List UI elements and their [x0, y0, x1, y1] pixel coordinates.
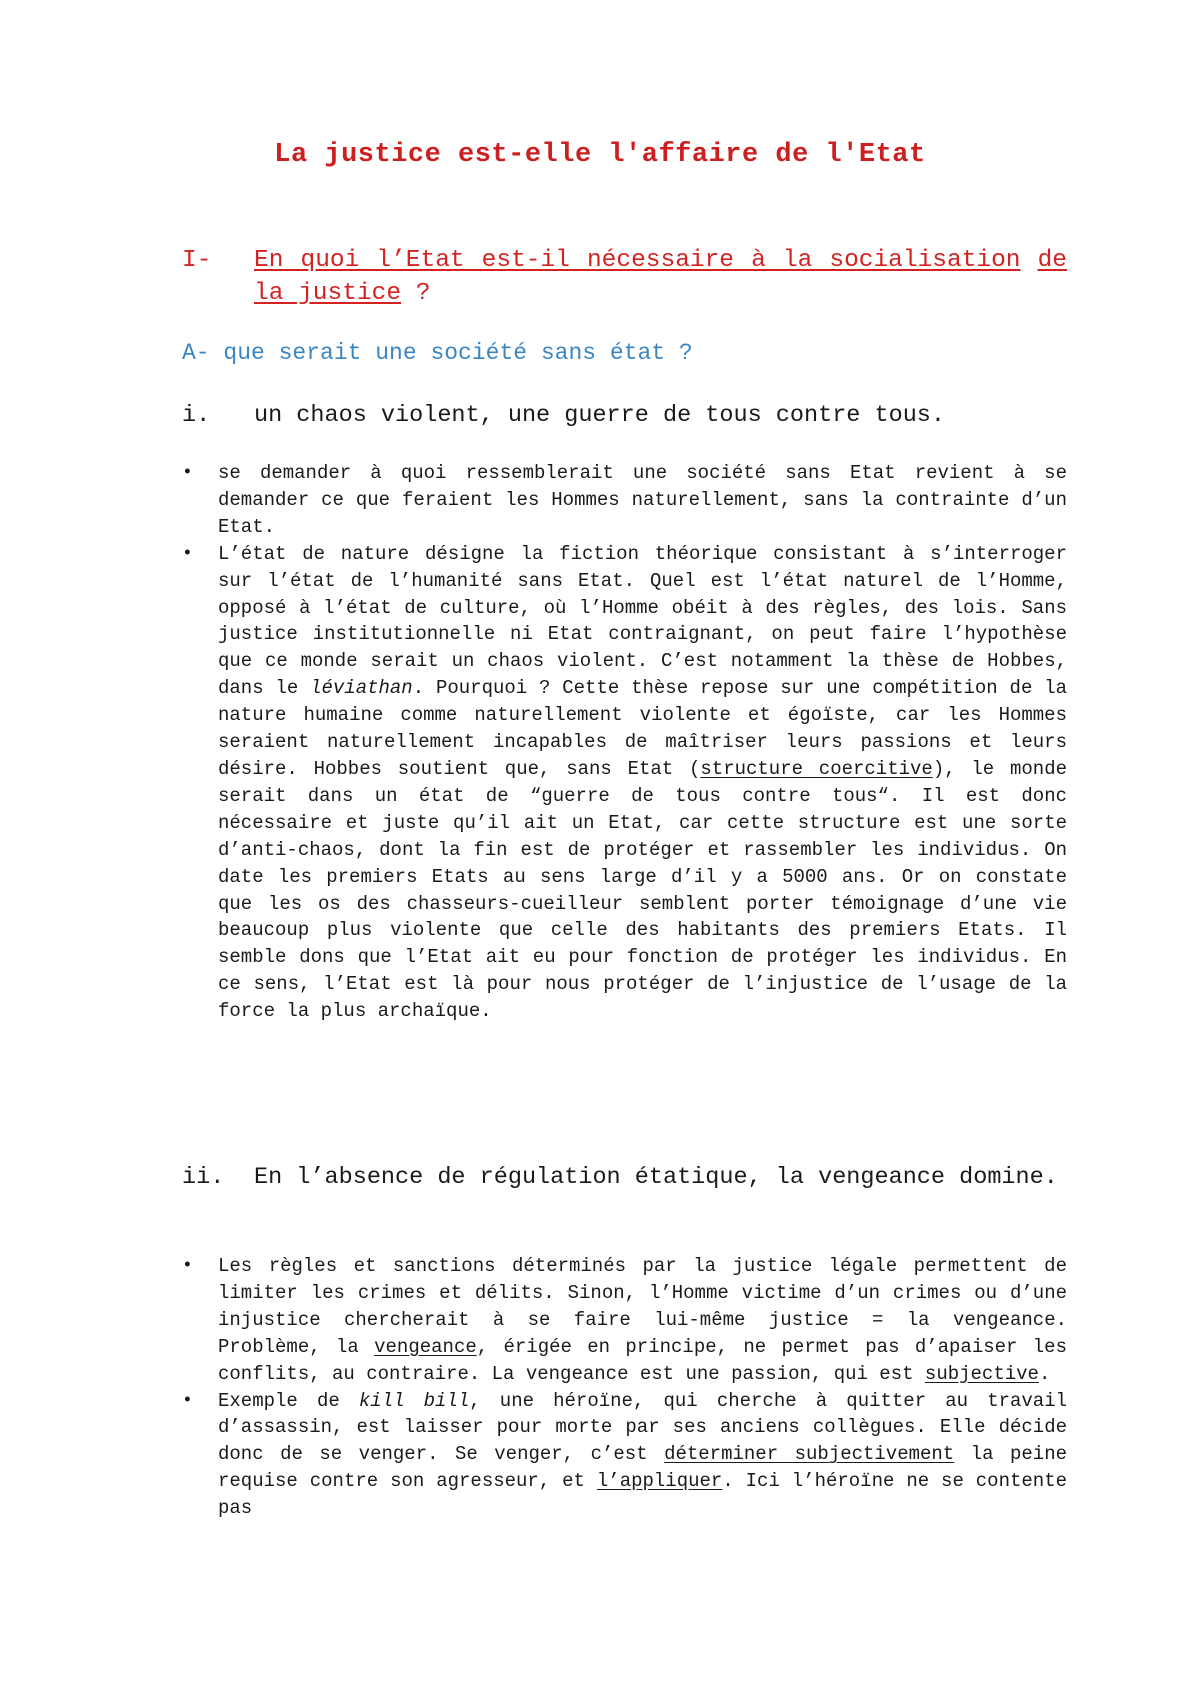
text-run: . Ici l’héroïne ne se contente pas — [218, 1470, 1067, 1520]
subsection-heading-a: A- que serait une société sans état ? — [182, 340, 693, 366]
underlined-text: déterminer subjectivement — [664, 1443, 955, 1466]
list-item — [182, 1253, 1067, 1388]
text-run: Exemple de — [218, 1389, 359, 1412]
bullet-icon: • — [182, 543, 193, 564]
italic-text: kill bill — [358, 1389, 470, 1412]
section-heading-end: ? — [401, 280, 431, 307]
point-heading-text: un chaos violent, une guerre de tous contre tous. — [254, 402, 946, 429]
list-item — [182, 541, 1067, 1025]
list-item-text — [218, 1390, 1067, 1520]
list-item-text — [218, 1255, 1067, 1385]
bullet-icon: • — [182, 1390, 193, 1411]
underlined-text: structure coercitive — [700, 757, 933, 780]
point-heading-i — [182, 401, 1067, 431]
section-number: I- — [182, 247, 212, 274]
point-number: ii. — [182, 1164, 225, 1191]
section-heading-underlined-2: de la justice — [254, 247, 1068, 307]
italic-text: léviathan — [310, 677, 413, 700]
text-run: . Pourquoi ? Cette thèse repose sur une compétition de la nature humaine comme naturellement violente et égoïste, car les Hommes seraient naturellement incapables de maîtriser leurs passions et leurs désire. Hobbes soutient que, sans Etat ( — [218, 677, 1067, 780]
section-heading-text — [254, 244, 1067, 310]
section-heading-underlined-1: En quoi l’Etat est-il nécessaire à la socialisation — [254, 247, 1021, 274]
bullet-icon: • — [182, 1256, 193, 1276]
document-title: La justice est-elle l'affaire de l'Etat — [274, 140, 926, 170]
section-heading-1 — [182, 244, 1067, 310]
point-heading-ii — [182, 1163, 1067, 1193]
underlined-text: l’appliquer — [596, 1470, 723, 1493]
list-item-text — [218, 543, 1067, 1022]
text-run: L’état de nature désigne la fiction théorique consistant à s’interroger sur l’état de l’humanité sans Etat. Quel est l’état naturel de l’Homme, opposé à l’état de culture, où l’Homme obéit à des règles, des lois. Sans justice institutionnelle ni Etat contraignant, on peut faire l’hypothèse que ce monde serait un chaos violent. C’est notamment la thèse de Hobbes, dans le — [218, 542, 1067, 700]
point-number: i. — [182, 402, 211, 429]
text-run: ), le monde serait dans un état de “guerre de tous contre tous“. Il est donc nécessaire et juste qu’il ait un Etat, car cette structure est une sorte d’anti-chaos, dont la fin est de protéger et rassembler les individus. On date les premiers Etats au sens large d’il y a 5000 ans. Or on constate que les os des chasseurs-cueilleur semblent porter témoignage d’une vie beaucoup plus violente que celle des habitants des premiers Etats. Il semble dons que l’Etat ait eu pour fonction de protéger les individus. En ce sens, l’Etat est là pour nous protéger de l’injustice de l’usage de la force la plus archaïque. — [218, 757, 1068, 1023]
text-run: la peine requise contre son agresseur, et — [218, 1443, 1068, 1493]
underlined-text: subjective — [924, 1362, 1039, 1385]
bullet-list-ii — [182, 1253, 1067, 1522]
bullet-icon: • — [182, 463, 193, 483]
underlined-text: vengeance — [374, 1335, 477, 1358]
list-item-text: se demander à quoi ressemblerait une société sans Etat revient à se demander ce que feraient les Hommes naturellement, sans la contrainte d’un Etat. — [218, 462, 1067, 538]
text-run: Les règles et sanctions déterminés par la justice légale permettent de limiter les crimes et délits. Sinon, l’Homme victime d’un crimes ou d’une injustice chercherait à se faire lui-même justice = la vengeance. Problème, la — [218, 1255, 1067, 1358]
point-heading-text: En l’absence de régulation étatique, la vengeance domine. — [254, 1164, 1058, 1191]
list-item — [182, 1388, 1067, 1523]
text-run: , une héroïne, qui cherche à quitter au travail d’assassin, est laisser pour morte par ses anciens collègues. Elle décide donc de se venger. Se venger, c’est — [218, 1389, 1068, 1466]
text-run: , érigée en principe, ne permet pas d’apaiser les conflits, au contraire. La vengeance est une passion, qui est — [218, 1335, 1067, 1385]
text-run: . — [1038, 1362, 1051, 1385]
list-item — [182, 460, 1067, 541]
bullet-list-i — [182, 460, 1067, 1025]
